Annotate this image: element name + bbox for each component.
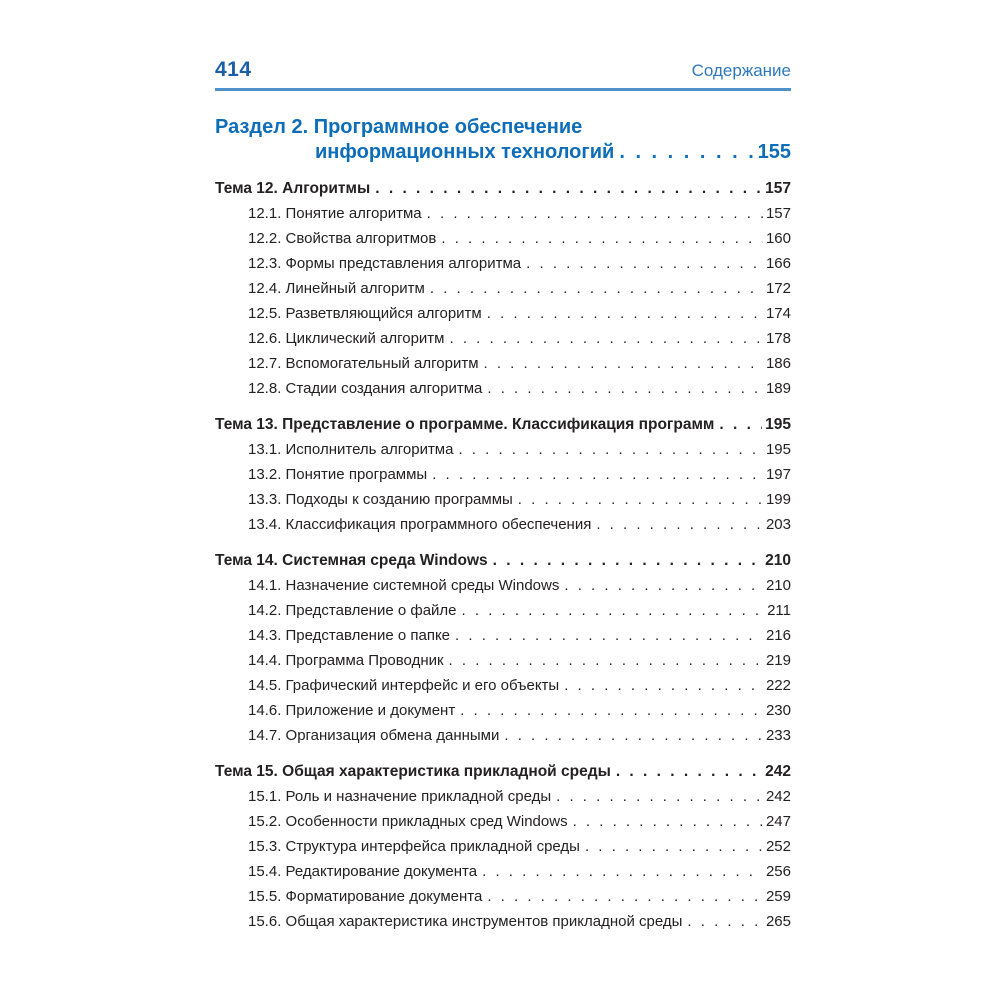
toc-theme-row [215,759,791,784]
toc-sub-row [215,598,791,623]
toc-sub-row [215,884,791,909]
toc-sub-row [215,376,791,401]
toc-entry-title: 15.6. Общая характеристика инструментов прикладной среды [248,913,683,930]
page-number: 414 [215,58,252,81]
toc-entry-title: 15.2. Особенности прикладных сред Windows [248,813,568,830]
leader-dots [427,201,763,226]
toc-entry-page: 166 [765,255,791,272]
leader-dots [493,548,762,573]
leader-dots [687,909,763,934]
toc-entry-title: 12.5. Разветвляющийся алгоритм [248,305,482,322]
toc-entry-page: 195 [765,416,791,433]
toc-entry-title: 12.1. Понятие алгоритма [248,205,422,222]
leader-dots [518,487,763,512]
toc-sub-row [215,809,791,834]
toc-theme-row [215,548,791,573]
leader-dots [487,376,763,401]
toc-sub-row [215,673,791,698]
toc-sub-row [215,201,791,226]
toc-entry-title: 13.3. Подходы к созданию программы [248,491,513,508]
leader-dots [462,598,765,623]
toc-entry-page: 157 [765,180,791,197]
toc-entry-page: 160 [765,230,791,247]
toc-sub-row [215,909,791,934]
toc-sub-row [215,512,791,537]
toc-entry-title: Тема 13. Представление о программе. Классификация программ [215,416,715,433]
leader-dots [504,723,763,748]
toc-entry-page: 210 [765,577,791,594]
toc-entry-page: 211 [767,602,791,619]
toc-sub-row [215,226,791,251]
toc-sub-row [215,623,791,648]
toc-sub-row [215,859,791,884]
toc-sub-row [215,301,791,326]
toc-entry-title: 12.6. Циклический алгоритм [248,330,445,347]
section-heading [215,115,791,165]
leader-dots [450,326,763,351]
toc-entry-page: 219 [765,652,791,669]
toc-entry-title: 14.3. Представление о папке [248,627,451,644]
toc-entry-page: 189 [765,380,791,397]
toc-entry-page: 242 [765,788,791,805]
toc-entry-title: 14.7. Организация обмена данными [248,727,500,744]
toc-entry-title: 12.3. Формы представления алгоритма [248,255,522,272]
section-heading-line2: информационных технологий [315,141,615,163]
toc-theme-row [215,176,791,201]
toc-entry-page: 256 [765,863,791,880]
toc-entry-title: 13.4. Классификация программного обеспечения [248,516,592,533]
toc-entry-title: 14.1. Назначение системной среды Windows [248,577,560,594]
leader-dots [430,276,763,301]
toc-sub-row [215,487,791,512]
toc-sub-row [215,462,791,487]
toc-entry-page: 265 [765,913,791,930]
toc-entry-title: 12.4. Линейный алгоритм [248,280,425,297]
toc-entry-title: 14.6. Приложение и документ [248,702,456,719]
running-head-title: Содержание [691,61,791,80]
leader-dots [526,251,763,276]
toc-entry-title: Тема 14. Системная среда Windows [215,552,488,569]
toc-entry-page: 199 [765,491,791,508]
section-heading-line1: Раздел 2. Программное обеспечение [215,116,583,138]
toc-entry-page: 252 [765,838,791,855]
toc-sub-row [215,326,791,351]
toc-entry-page: 233 [765,727,791,744]
leader-dots [585,834,763,859]
leader-dots [455,623,763,648]
section-page-number: 155 [757,141,791,163]
leader-dots [441,226,763,251]
leader-dots [596,512,763,537]
section-heading-line2-row [215,140,791,165]
toc-entry-title: 12.2. Свойства алгоритмов [248,230,437,247]
leader-dots [460,698,763,723]
toc-entry-page: 157 [765,205,791,222]
toc-entry-title: 12.8. Стадии создания алгоритма [248,380,483,397]
toc-entry-title: 15.1. Роль и назначение прикладной среды [248,788,552,805]
toc-entry-page: 195 [765,441,791,458]
leader-dots [487,884,763,909]
toc-sub-row [215,351,791,376]
toc-entry-title: 14.4. Программа Проводник [248,652,444,669]
leader-dots [449,648,763,673]
toc-entry-title: 12.7. Вспомогательный алгоритм [248,355,479,372]
toc-entry-title: 13.2. Понятие программы [248,466,428,483]
toc-entry-page: 203 [765,516,791,533]
toc-entry-page: 242 [765,763,791,780]
toc-sub-row [215,698,791,723]
toc-sub-row [215,437,791,462]
toc-entry-title: 14.5. Графический интерфейс и его объекты [248,677,560,694]
toc-entry-page: 230 [765,702,791,719]
toc-theme-row [215,412,791,437]
book-page [215,58,791,934]
toc-entry-title: 15.5. Форматирование документа [248,888,483,905]
toc-sub-row [215,834,791,859]
running-head [215,58,791,91]
toc-entry-title: Тема 15. Общая характеристика прикладной среды [215,763,611,780]
toc-entry-title: 13.1. Исполнитель алгоритма [248,441,454,458]
toc-entry-page: 174 [765,305,791,322]
toc-sub-row [215,723,791,748]
toc-list [215,176,791,934]
leader-dots [573,809,763,834]
toc-sub-row [215,784,791,809]
toc-entry-title: 15.3. Структура интерфейса прикладной среды [248,838,580,855]
toc-entry-page: 178 [765,330,791,347]
toc-sub-row [215,648,791,673]
leader-dots [487,301,763,326]
leader-dots [564,573,763,598]
toc-entry-page: 186 [765,355,791,372]
toc-sub-row [215,573,791,598]
leader-dots [619,140,754,165]
toc-entry-page: 210 [765,552,791,569]
toc-entry-title: 14.2. Представление о файле [248,602,457,619]
toc-entry-page: 172 [765,280,791,297]
leader-dots [719,412,762,437]
leader-dots [482,859,763,884]
toc-entry-page: 259 [765,888,791,905]
toc-entry-page: 222 [765,677,791,694]
leader-dots [564,673,763,698]
toc-entry-page: 216 [765,627,791,644]
toc-entry-page: 247 [765,813,791,830]
leader-dots [458,437,763,462]
leader-dots [556,784,763,809]
leader-dots [484,351,763,376]
leader-dots [375,176,762,201]
toc-sub-row [215,276,791,301]
leader-dots [616,759,762,784]
leader-dots [432,462,763,487]
toc-sub-row [215,251,791,276]
toc-entry-page: 197 [765,466,791,483]
toc-entry-title: Тема 12. Алгоритмы [215,180,371,197]
toc-entry-title: 15.4. Редактирование документа [248,863,478,880]
